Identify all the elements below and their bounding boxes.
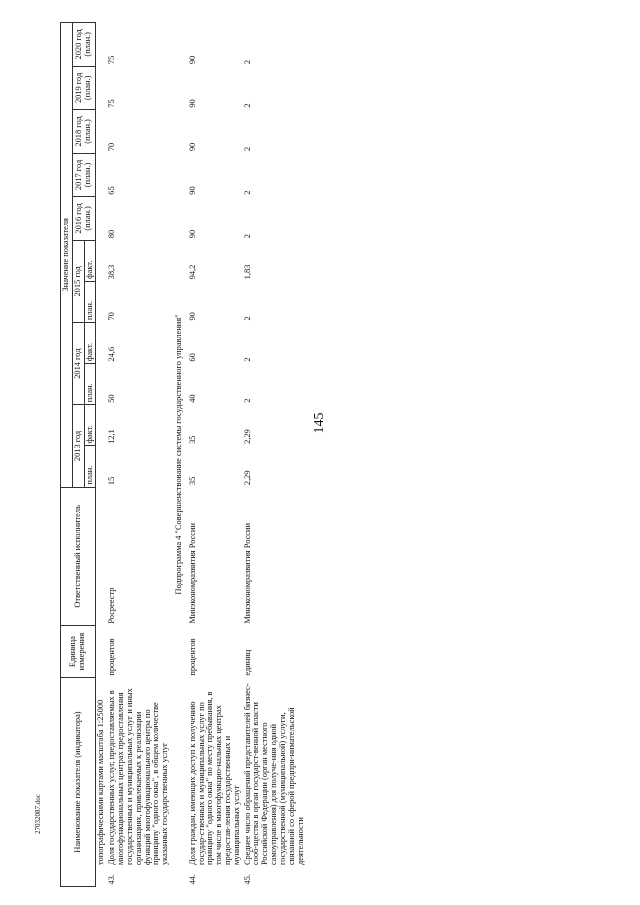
table-row — [107, 23, 171, 887]
value-2014-plan: 2 — [242, 398, 252, 403]
value-2013-fact: 2,29 — [242, 429, 252, 444]
header-year-2015: 2015 год — [72, 240, 84, 322]
header-responsible: Ответственный исполнитель — [61, 487, 96, 626]
row-number: 45. — [242, 874, 252, 885]
table-rotation-wrapper — [60, 22, 620, 887]
value-2017-plan: 90 — [187, 186, 197, 195]
table-row — [243, 23, 307, 887]
value-2020-plan: 90 — [187, 55, 197, 65]
value-2020-plan: 75 — [107, 55, 117, 65]
value-2020-plan: 2 — [242, 59, 252, 65]
row-number: 44. — [187, 874, 197, 885]
responsible-cell: Минэкономразвития России — [242, 523, 252, 624]
responsible-cell: Минэкономразвития России — [187, 523, 197, 624]
header-year-2013: 2013 год — [72, 405, 84, 487]
value-2013-plan: 35 — [187, 476, 197, 486]
continuation-row — [96, 23, 107, 887]
header-year-2020: 2020 год (план.) — [72, 23, 96, 67]
header-year-2019: 2019 год (план.) — [72, 66, 96, 110]
value-2015-fact: 1,83 — [242, 264, 252, 280]
header-year-2016: 2016 год (план.) — [72, 197, 96, 241]
value-2016-plan: 80 — [107, 229, 117, 239]
header-year-2014: 2014 год — [72, 323, 84, 405]
value-2017-plan: 2 — [242, 190, 252, 195]
header-name: Наименование показателя (индикатора) — [61, 678, 96, 887]
value-2015-fact: 94,2 — [187, 264, 197, 280]
value-2013-fact: 35 — [187, 435, 197, 444]
header-year-2018: 2018 год (план.) — [72, 110, 96, 154]
indicator-name: Доля граждан, имеющих доступ к получению государ-ственных и муниципальных услуг по принципу "одного окна" по месту пребывания, в том числе в многофункцио-нальных центрах предостав-ления государственных и муниципальных услуг — [187, 691, 241, 866]
page-number: 145 — [312, 412, 327, 434]
table-row — [188, 23, 243, 887]
rotated-table-sheet — [60, 22, 620, 887]
header-year-2017: 2017 год (план.) — [72, 153, 96, 197]
indicator-name: Доля государственных услуг, предоставляемых в многофункциональных центрах предоставления государственных и муниципальных услуг и иных организациях, привлекаемых к реализации функций многофункционального центра по принципу "одного окна", в общем количестве указанных государственных услуг — [107, 688, 170, 866]
unit-cell: единиц — [242, 649, 252, 676]
value-2013-plan: 15 — [107, 476, 117, 486]
header-2015-fact: факт. — [84, 240, 96, 281]
indicator-name: Среднее число обращений представителей бизнес-сооб-щества в орган государст-венной власти Российской Федерации (орган местного самоуправления) для получе-ния одной государственной (муниципальной) услуги, связанной со сферой предпри-нимательской деятельности — [242, 683, 305, 866]
header-unit: Единица измерения — [61, 626, 96, 678]
header-value-group: Значение показателя — [61, 23, 73, 488]
subprogram-row — [171, 23, 188, 887]
header-2015-plan: план. — [84, 281, 96, 322]
value-2013-fact: 12,1 — [107, 429, 117, 444]
value-2014-fact: 60 — [187, 353, 197, 362]
value-2013-plan: 2,29 — [242, 470, 252, 486]
value-2015-fact: 38,3 — [107, 264, 117, 280]
value-2019-plan: 2 — [242, 103, 252, 108]
value-2014-fact: 2 — [242, 357, 252, 362]
header-2013-fact: факт. — [84, 405, 96, 446]
value-2016-plan: 90 — [187, 229, 197, 239]
header-2014-plan: план. — [84, 364, 96, 405]
indicators-table — [60, 22, 306, 887]
value-2015-plan: 90 — [187, 312, 197, 321]
value-2017-plan: 65 — [107, 186, 117, 195]
value-2014-fact: 24,6 — [107, 346, 117, 362]
header-2014-fact: факт. — [84, 323, 96, 364]
responsible-cell: Росреестр — [107, 587, 117, 624]
value-2014-plan: 40 — [187, 394, 197, 403]
header-2013-plan: план. — [84, 446, 96, 487]
subprogram-title: Подпрограмма 4 "Совершенствование системы государственного управления" — [173, 314, 183, 595]
unit-cell: процентов — [107, 638, 117, 676]
value-2018-plan: 70 — [107, 142, 117, 152]
unit-cell: процентов — [187, 638, 197, 676]
value-2019-plan: 90 — [187, 99, 197, 108]
value-2019-plan: 75 — [107, 99, 117, 108]
value-2018-plan: 90 — [187, 142, 197, 152]
footer-file-name: 27032087.doc — [34, 794, 42, 834]
table-header — [61, 23, 96, 887]
value-2014-plan: 50 — [107, 394, 117, 403]
continuation-text: топографическими картами масштаба 1:25000 — [96, 699, 106, 866]
value-2018-plan: 2 — [242, 146, 252, 152]
value-2015-plan: 70 — [107, 312, 117, 321]
value-2016-plan: 2 — [242, 234, 252, 239]
row-number: 43. — [107, 874, 117, 885]
value-2015-plan: 2 — [242, 316, 252, 321]
